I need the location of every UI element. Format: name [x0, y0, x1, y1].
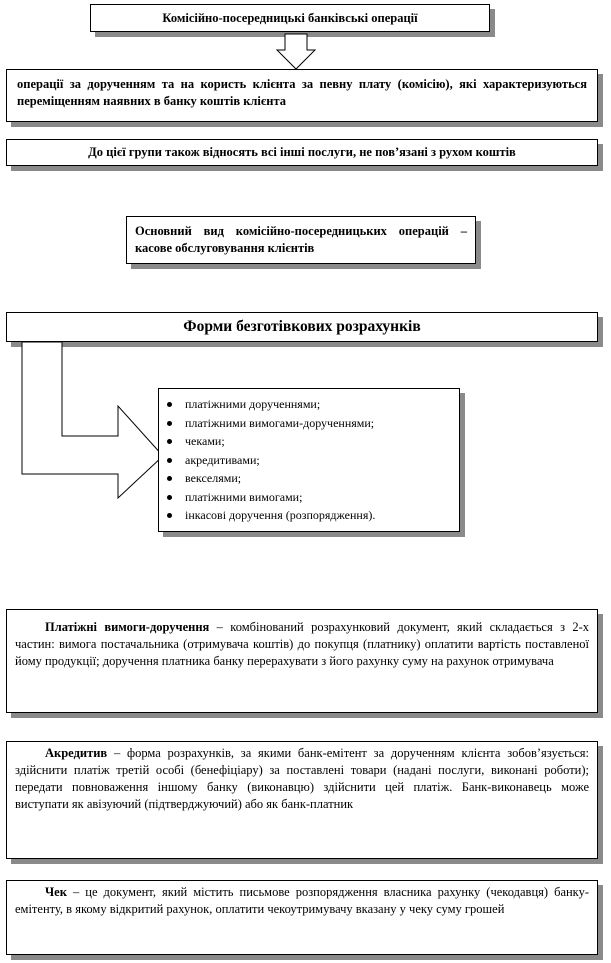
list-item: платіжними дорученнями;: [177, 395, 459, 414]
list-item: платіжними вимогами-дорученнями;: [177, 414, 459, 433]
down-arrow-icon: [276, 34, 316, 70]
akr-box: [6, 741, 598, 859]
bent-arrow-icon: [18, 342, 168, 502]
pvd-text: [15, 619, 589, 670]
header-box: [90, 4, 490, 32]
chek-term: Чек: [45, 885, 67, 899]
main-type-box: [126, 216, 476, 264]
note-text: До цієї групи також відносять всі інші послуги, не пов’язані з рухом коштів: [88, 145, 516, 159]
forms-list: [159, 389, 459, 525]
definition-text: операції за дорученням та на користь клієнта за певну плату (комісію), які характеризуються переміщенням наявних в банку коштів клієнта: [17, 77, 587, 108]
akr-body: – форма розрахунків, за якими банк-емітент за дорученням клієнта зобов’язується: здійснити платіж третій особі (бенефіціару) за поставлені товари (надані послуги, виконані роботи); передати повноваження іншому банку (виконавцю) здійснити цей платіж. Банк-виконавець може виступати як авізуючий (підтверджуючий) або як банк-платник: [15, 746, 589, 811]
chek-body: – це документ, який містить письмове розпорядження власника рахунку (чекодавця) банку-емітенту, в якому відкритий рахунок, оплатити чекоутримувачу вказану у чеку суму грошей: [15, 885, 589, 916]
forms-title: Форми безготівкових розрахунків: [183, 318, 421, 335]
forms-title-box: [6, 312, 598, 342]
note-box: [6, 139, 598, 166]
list-item: векселями;: [177, 469, 459, 488]
pvd-box: [6, 609, 598, 713]
pvd-term: Платіжні вимоги-доручення: [45, 620, 210, 634]
list-item: чеками;: [177, 432, 459, 451]
akr-text: [15, 745, 589, 813]
header-title: Комісійно-посередницькі банківські операції: [162, 11, 418, 25]
akr-term: Акредитив: [45, 746, 108, 760]
list-item: інкасові доручення (розпорядження).: [177, 506, 459, 525]
chek-text: [15, 884, 589, 918]
definition-box: [6, 69, 598, 122]
list-item: платіжними вимогами;: [177, 488, 459, 507]
main-type-text: Основний вид комісійно-посередницьких операцій – касове обслуговування клієнтів: [135, 224, 467, 255]
chek-box: [6, 880, 598, 955]
pvd-body: – комбінований розрахунковий документ, який складається з 2-х частин: вимога постачальника (отримувача коштів) до покупця (платнику) оплатити вартість поставленої йому продукції; доручення платника банку перерахувати з його рахунку суму на рахунок отримувача: [15, 620, 590, 668]
forms-list-box: [158, 388, 460, 532]
list-item: акредитивами;: [177, 451, 459, 470]
